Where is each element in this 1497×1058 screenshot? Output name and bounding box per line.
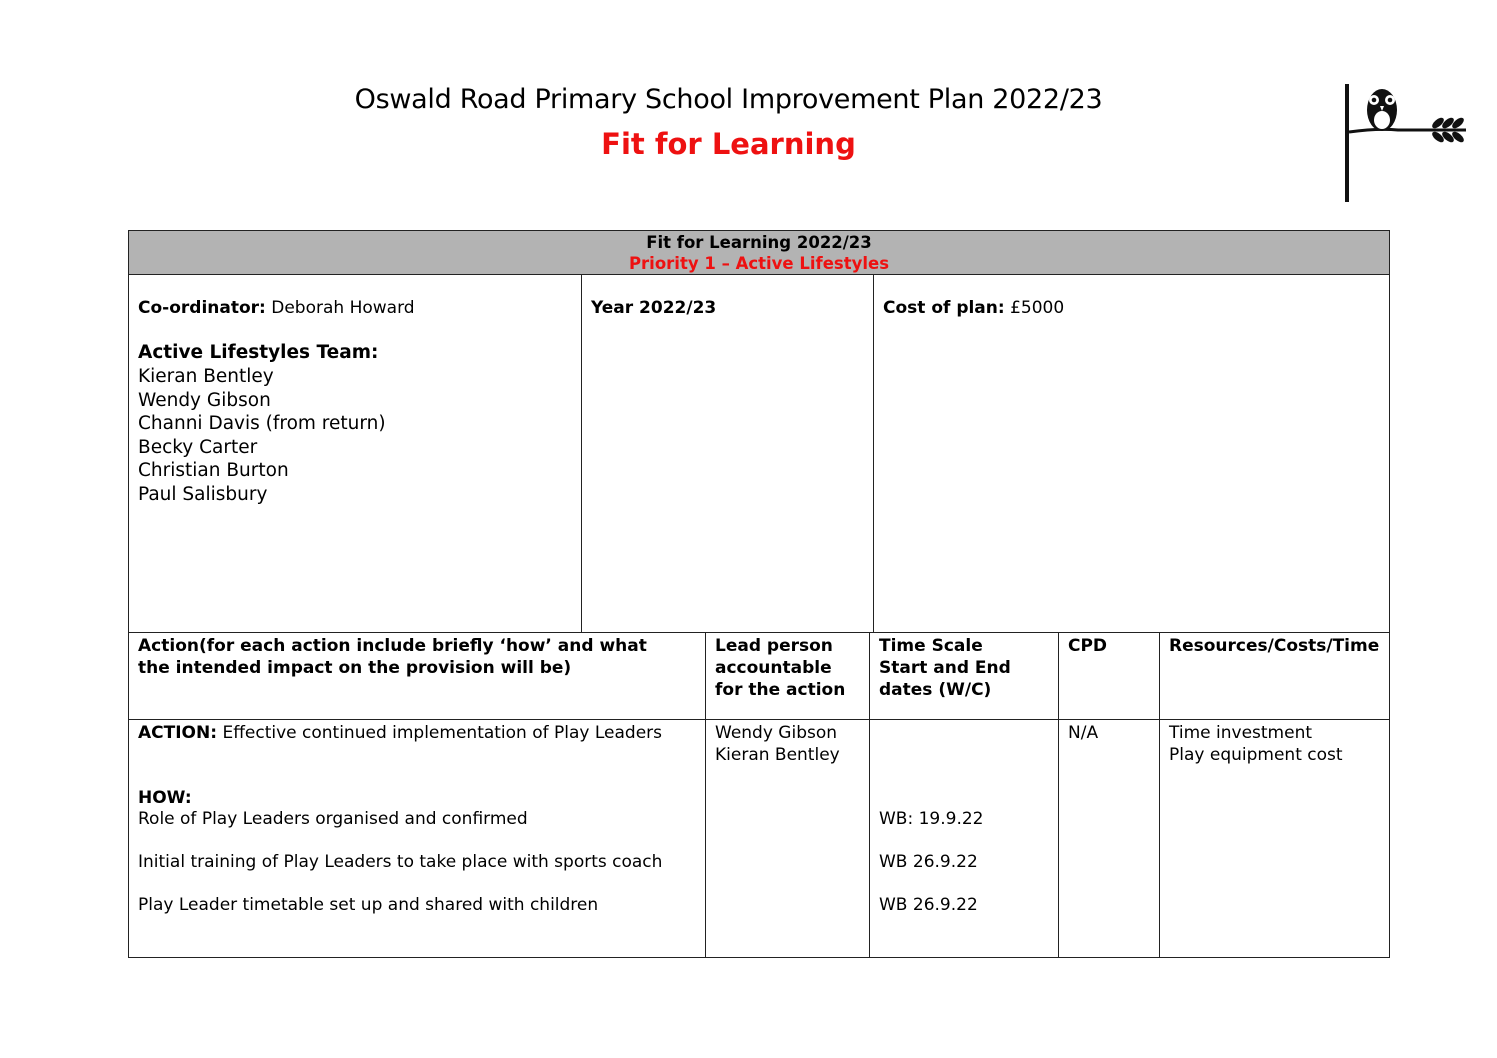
info-divider-1	[581, 274, 582, 632]
team-member: Kieran Bentley	[138, 366, 274, 387]
action-label: ACTION:	[138, 723, 218, 743]
action-cell	[129, 722, 705, 744]
coordinator-label: Co-ordinator:	[138, 298, 266, 318]
table-border-top	[128, 230, 1390, 231]
how-step: Play Leader timetable set up and shared with children	[138, 895, 599, 915]
col-header-resources: Resources/Costs/Time	[1169, 636, 1380, 656]
cost-label: Cost of plan:	[883, 298, 1005, 318]
col-header-action: Action(for each action include briefly ‘how’ and what the intended impact on the provision will be)	[138, 636, 647, 678]
page-subtitle: Fit for Learning	[601, 127, 856, 161]
table-border-left	[128, 230, 129, 958]
team-member: Becky Carter	[138, 436, 258, 458]
owl-on-branch-icon	[1338, 84, 1478, 204]
resource-item: Play equipment cost	[1169, 745, 1343, 765]
cost-value: £5000	[1010, 298, 1065, 318]
cpd-value: N/A	[1068, 723, 1099, 743]
how-label: HOW:	[138, 788, 192, 808]
team-label: Active Lifestyles Team:	[138, 342, 379, 363]
banner-priority: Priority 1 – Active Lifestyles	[628, 254, 890, 273]
cost-cell	[874, 297, 1389, 319]
action-text: Effective continued implementation of Play Leaders	[222, 723, 663, 743]
team-member: Wendy Gibson	[138, 389, 271, 411]
col-header-cpd: CPD	[1068, 636, 1108, 656]
year-label: Year 2022/23	[591, 298, 717, 318]
step-date: WB 26.9.22	[879, 895, 978, 915]
team-member: Channi Davis (from return)	[138, 413, 386, 434]
how-step: Initial training of Play Leaders to take place with sports coach	[138, 852, 663, 872]
step-date: WB 26.9.22	[879, 852, 978, 872]
col-header-lead: Lead person accountable for the action	[715, 636, 846, 700]
banner-title: Fit for Learning 2022/23	[646, 233, 872, 252]
col-header-time: Time Scale Start and End dates (W/C)	[879, 636, 1011, 700]
page-title: Oswald Road Primary School Improvement Plan 2022/23	[354, 84, 1103, 115]
col-divider-cpd	[1058, 632, 1059, 958]
team-member: Christian Burton	[138, 460, 289, 481]
table-border-info	[128, 632, 1390, 633]
info-divider-2	[873, 274, 874, 632]
how-step: Role of Play Leaders organised and confirmed	[138, 809, 528, 829]
step-date: WB: 19.9.22	[879, 809, 984, 829]
table-border-bottom	[128, 957, 1390, 958]
coordinator-value: Deborah Howard	[271, 298, 415, 318]
lead-person: Kieran Bentley	[715, 745, 840, 765]
coordinator-cell	[129, 297, 581, 319]
col-divider-resources	[1159, 632, 1160, 958]
table-border-header	[128, 719, 1390, 720]
team-member: Paul Salisbury	[138, 483, 268, 505]
team-list	[129, 365, 581, 506]
table-border-banner	[128, 274, 1390, 275]
resource-item: Time investment	[1169, 723, 1313, 743]
table-border-right	[1389, 230, 1390, 958]
lead-person: Wendy Gibson	[715, 723, 838, 743]
